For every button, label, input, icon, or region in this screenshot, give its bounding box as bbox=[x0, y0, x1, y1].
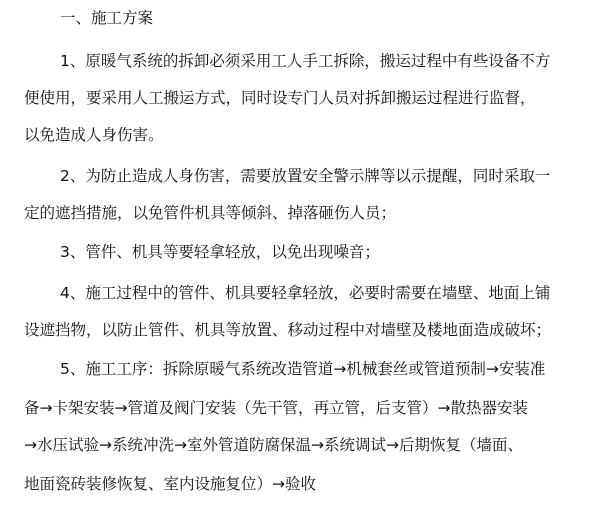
item-1-line-2: 便使用，要采用人工搬运方式，同时设专门人员对拆卸搬运过程进行监督， bbox=[24, 89, 536, 107]
item-4-line-2: 设遮挡物，以防止管件、机具等放置、移动过程中对墙壁及楼地面造成破坏； bbox=[24, 321, 552, 339]
item-5-line-1: 5、施工工序：拆除原暖气系统改造管道→机械套丝或管道预制→安装准 bbox=[60, 360, 546, 378]
item-5-line-3: →水压试验→系统冲洗→室外管道防腐保温→系统调试→后期恢复（墙面、 bbox=[24, 436, 523, 454]
item-4-line-1: 4、施工过程中的管件、机具要轻拿轻放，必要时需要在墙壁、地面上铺 bbox=[60, 284, 551, 302]
item-2-line-1: 2、为防止造成人身伤害，需要放置安全警示牌等以示提醒，同时采取一 bbox=[60, 167, 551, 185]
item-5-line-2: 备→卡架安装→管道及阀门安装（先干管，再立管，后支管）→散热器安装 bbox=[24, 399, 528, 417]
item-3-line-1: 3、管件、机具等要轻拿轻放，以免出现噪音； bbox=[60, 243, 380, 261]
section-heading: 一、施工方案 bbox=[60, 9, 154, 27]
item-1-line-1: 1、原暖气系统的拆卸必须采用工人手工拆除，搬运过程中有些设备不方 bbox=[60, 52, 551, 70]
item-2-line-2: 定的遮挡措施，以免管件机具等倾斜、掉落砸伤人员； bbox=[24, 204, 397, 222]
item-1-line-3: 以免造成人身伤害。 bbox=[24, 126, 164, 144]
item-5-line-4: 地面瓷砖装修恢复、室内设施复位）→验收 bbox=[24, 475, 316, 493]
